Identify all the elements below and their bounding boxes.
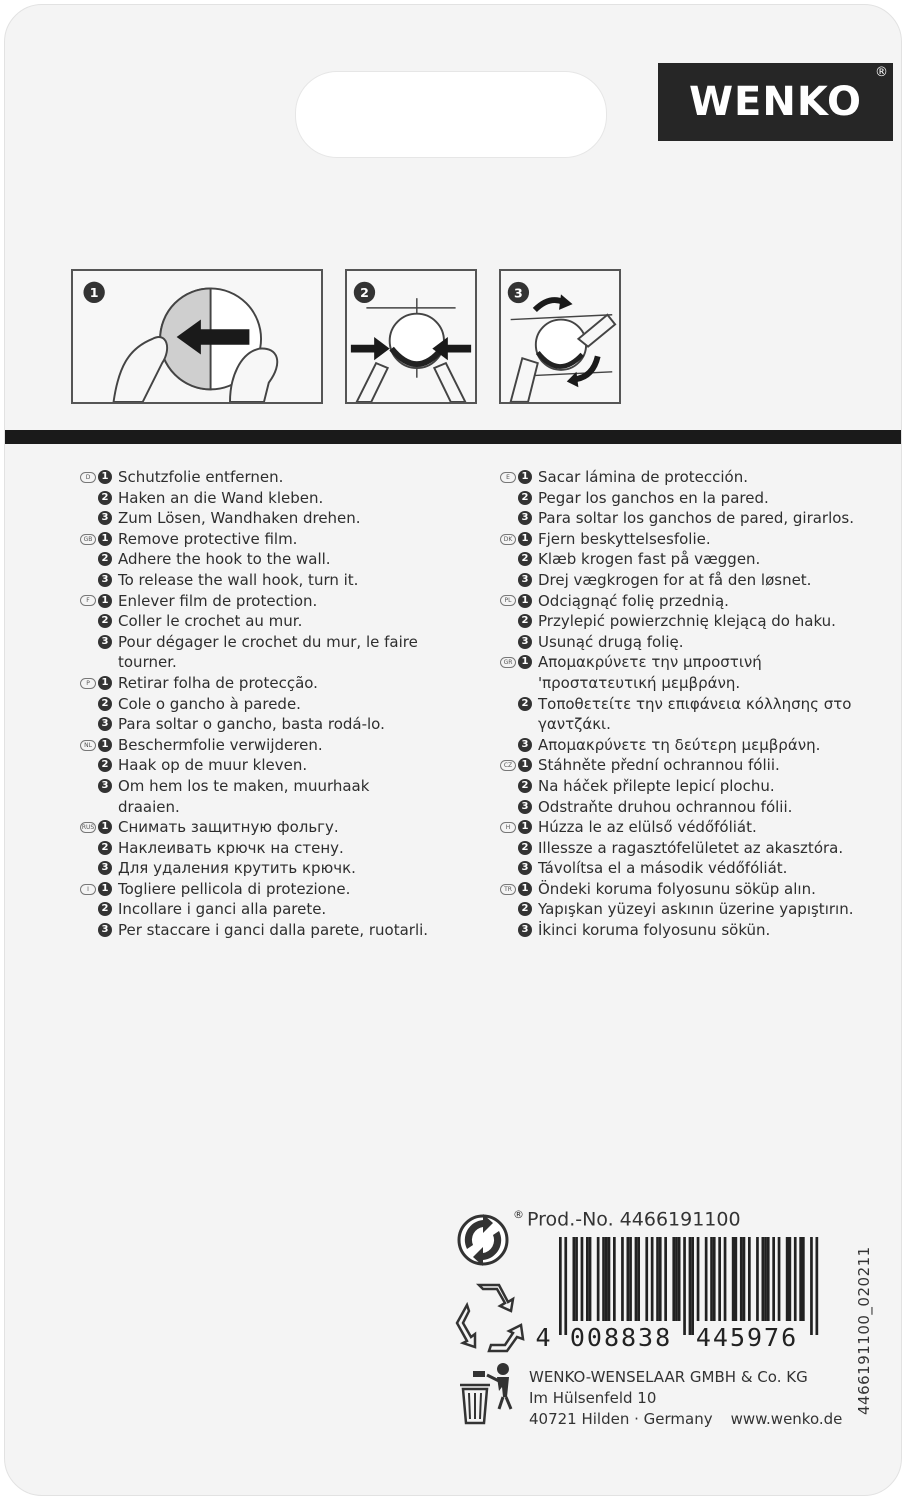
step-number-badge: 3 xyxy=(518,635,532,649)
step-number-badge: 3 xyxy=(518,923,532,937)
country-code-badge xyxy=(499,899,517,920)
company-web: www.wenko.de xyxy=(730,1410,843,1428)
step-3-illustration xyxy=(499,269,621,404)
barcode-bar xyxy=(697,1237,700,1321)
instruction-text: Illessze a ragasztófelületet az akasztóra. xyxy=(538,838,844,857)
barcode-bar xyxy=(713,1237,716,1321)
instruction-text: Öndeki koruma folyosunu söküp alın. xyxy=(538,879,816,898)
country-code-badge xyxy=(79,488,97,509)
country-code-badge xyxy=(79,776,97,797)
step-number-badge: 1 xyxy=(518,532,532,546)
instruction-text: Pegar los ganchos en la pared. xyxy=(538,488,769,507)
barcode-bar xyxy=(802,1237,805,1321)
country-code-badge xyxy=(79,632,97,653)
country-code: CZ xyxy=(500,760,516,771)
country-code: I xyxy=(80,884,96,895)
instruction-row xyxy=(79,673,428,694)
country-code-badge xyxy=(79,755,97,776)
instruction-text: Odstraňte druhou ochrannou fólii. xyxy=(538,797,793,816)
instruction-text: Retirar folha de protecção. xyxy=(118,673,318,692)
instruction-row xyxy=(79,899,428,920)
country-code-badge xyxy=(79,735,97,756)
divider-bar xyxy=(5,430,902,444)
barcode-bar xyxy=(683,1237,686,1335)
step-number-badge: 1 xyxy=(518,594,532,608)
step-number-badge: 2 xyxy=(518,697,532,711)
instruction-row xyxy=(499,611,854,632)
barcode-bar xyxy=(710,1237,713,1321)
instruction-text: Beschermfolie verwijderen. xyxy=(118,735,323,754)
instruction-text: Fjern beskyttelsesfolie. xyxy=(538,529,711,548)
country-code-badge xyxy=(499,920,517,941)
step-number-badge: 2 xyxy=(98,614,112,628)
country-code-badge xyxy=(499,467,517,488)
step-number-badge: 2 xyxy=(98,841,112,855)
step-3-drawing xyxy=(501,271,619,402)
country-code-badge xyxy=(499,735,517,756)
barcode-bar xyxy=(735,1237,738,1321)
instruction-row xyxy=(79,735,428,756)
country-code-badge xyxy=(79,714,97,735)
instruction-row xyxy=(79,488,428,509)
step-number-badge: 3 xyxy=(98,861,112,875)
instruction-row xyxy=(499,817,854,838)
barcode-bar xyxy=(816,1237,819,1335)
barcode-bar xyxy=(659,1237,662,1321)
step-number-badge: 3 xyxy=(98,635,112,649)
country-code: DK xyxy=(500,534,516,545)
barcode-bar xyxy=(589,1237,592,1321)
instruction-text: Para soltar o gancho, basta rodá-lo. xyxy=(118,715,385,734)
step-number-badge: 3 xyxy=(518,738,532,752)
barcode-bar xyxy=(718,1237,721,1321)
step-number-badge: 1 xyxy=(98,532,112,546)
step-number-badge: 1 xyxy=(518,655,532,669)
country-code-badge xyxy=(499,632,517,653)
instruction-row xyxy=(79,838,428,859)
instruction-row xyxy=(499,508,854,529)
barcode-bar xyxy=(605,1237,608,1321)
step-3-number: 3 xyxy=(514,285,523,301)
step-number-badge: 2 xyxy=(98,758,112,772)
country-code-badge xyxy=(79,591,97,612)
instruction-row xyxy=(79,467,428,488)
country-code-badge xyxy=(79,838,97,859)
country-code: P xyxy=(80,678,96,689)
barcode-bar xyxy=(613,1237,616,1321)
country-code-badge xyxy=(79,467,97,488)
step-number-badge: 2 xyxy=(518,902,532,916)
step-number-badge: 1 xyxy=(98,676,112,690)
company-name: WENKO-WENSELAAR GMBH & Co. KG xyxy=(529,1368,808,1386)
barcode-bar xyxy=(743,1237,746,1321)
barcode-bar xyxy=(586,1237,589,1321)
country-code: RUS xyxy=(81,823,95,831)
trash-bin-icon xyxy=(457,1361,519,1427)
step-1-drawing xyxy=(73,271,321,402)
barcode-bar xyxy=(799,1237,802,1321)
instruction-row xyxy=(499,467,854,488)
country-code-badge xyxy=(79,508,97,529)
instruction-text: Enlever film de protection. xyxy=(118,591,318,610)
country-code: F xyxy=(80,595,96,606)
instruction-text: Na háček přilepte lepicí plochu. xyxy=(538,776,775,795)
step-2-drawing xyxy=(347,271,475,402)
barcode-bar xyxy=(629,1237,632,1321)
barcode-bar xyxy=(778,1237,781,1321)
instruction-row xyxy=(499,652,854,673)
instruction-row xyxy=(79,694,428,715)
instruction-row xyxy=(499,879,854,900)
step-number-badge: 3 xyxy=(518,573,532,587)
instruction-text: Távolítsa el a második védőfóliát. xyxy=(538,859,788,878)
instruction-row xyxy=(499,529,854,550)
barcode-left-group: 008838 xyxy=(569,1323,673,1347)
barcode-bar xyxy=(786,1237,789,1321)
instruction-row xyxy=(499,838,854,859)
step-number-badge: 3 xyxy=(98,511,112,525)
instruction-row xyxy=(79,508,428,529)
instruction-row xyxy=(79,714,428,735)
country-code: NL xyxy=(80,740,96,751)
instruction-text: Απομακρύνετε την μπροστινή xyxy=(538,653,762,672)
barcode-bar xyxy=(651,1237,654,1321)
barcode-bar xyxy=(664,1237,667,1321)
step-number-badge: 3 xyxy=(98,779,112,793)
instruction-text: Haak op de muur kleven. xyxy=(118,756,308,775)
instruction-text: İkinci koruma folyosunu sökün. xyxy=(538,921,771,940)
step-number-badge: 3 xyxy=(98,923,112,937)
barcode-bar xyxy=(764,1237,767,1321)
country-code-badge xyxy=(79,570,97,591)
instruction-text: Снимать защитную фольгу. xyxy=(118,818,339,837)
country-code-badge xyxy=(499,591,517,612)
instruction-text: Τοποθετείτε την επιφάνεια κόλλησης στο xyxy=(538,694,852,713)
instruction-row xyxy=(499,797,854,818)
country-code: D xyxy=(80,472,96,483)
barcode-bar xyxy=(756,1237,759,1321)
brand-reg-mark: ® xyxy=(875,65,889,80)
step-number-badge: 2 xyxy=(98,697,112,711)
instruction-row xyxy=(499,858,854,879)
product-reg-mark: ® xyxy=(513,1208,524,1221)
instruction-row xyxy=(79,755,428,776)
instruction-text: Haken an die Wand kleben. xyxy=(118,488,324,507)
instruction-row xyxy=(499,920,854,941)
barcode-bar xyxy=(645,1237,648,1321)
instruction-row xyxy=(79,611,428,632)
instruction-text-continued: 'προστατευτική μεμβράνη. xyxy=(538,673,741,692)
step-1-illustration xyxy=(71,269,323,404)
barcode-bar xyxy=(705,1237,708,1321)
barcode-bar xyxy=(573,1237,576,1321)
prod-no-text: Prod.-No. 4466191100 xyxy=(527,1208,741,1231)
instruction-text: Coller le crochet au mur. xyxy=(118,612,303,631)
instructions-right-column xyxy=(499,467,854,941)
step-number-badge: 1 xyxy=(518,758,532,772)
barcode-bar xyxy=(732,1237,735,1321)
instruction-row xyxy=(499,899,854,920)
packaging-card xyxy=(4,4,902,1496)
instruction-text: Klæb krogen fast på væggen. xyxy=(538,550,761,569)
recycling-icon xyxy=(455,1281,525,1353)
step-number-badge: 2 xyxy=(98,552,112,566)
barcode-bar xyxy=(789,1237,792,1321)
instruction-text-continued: tourner. xyxy=(118,653,177,672)
step-number-badge: 1 xyxy=(518,470,532,484)
country-code-badge xyxy=(79,611,97,632)
instruction-text: Zum Lösen, Wandhaken drehen. xyxy=(118,509,361,528)
instruction-text: Sacar lámina de protección. xyxy=(538,468,748,486)
country-code-badge xyxy=(499,879,517,900)
step-number-badge: 1 xyxy=(98,738,112,752)
instruction-text: To release the wall hook, turn it. xyxy=(118,570,359,589)
step-number-badge: 3 xyxy=(518,861,532,875)
country-code-badge xyxy=(79,920,97,941)
step-number-badge: 1 xyxy=(98,820,112,834)
barcode-bar xyxy=(575,1237,578,1321)
country-code-badge xyxy=(79,694,97,715)
barcode-bar xyxy=(635,1237,638,1321)
barcode-bar xyxy=(810,1237,813,1335)
step-number-badge: 2 xyxy=(518,552,532,566)
barcode-bar xyxy=(672,1237,675,1321)
instruction-text: Usunąć drugą folię. xyxy=(538,632,684,651)
instruction-text: Cole o gancho à parede. xyxy=(118,694,301,713)
instruction-row xyxy=(79,776,428,797)
instruction-row xyxy=(79,879,428,900)
barcode-bar xyxy=(602,1237,605,1321)
instruction-row xyxy=(499,570,854,591)
country-code-badge xyxy=(79,529,97,550)
instruction-row xyxy=(79,570,428,591)
country-code-badge xyxy=(499,776,517,797)
barcode-bar xyxy=(581,1237,584,1321)
country-code-badge xyxy=(499,817,517,838)
step-number-badge: 2 xyxy=(98,491,112,505)
step-number-badge: 2 xyxy=(518,491,532,505)
step-number-badge: 3 xyxy=(98,717,112,731)
instruction-text: Наклеивать крючк на стену. xyxy=(118,838,344,857)
country-code: PL xyxy=(500,595,516,606)
company-street: Im Hülsenfeld 10 xyxy=(529,1389,657,1407)
instruction-row xyxy=(79,858,428,879)
country-code: E xyxy=(500,472,516,483)
country-code: GR xyxy=(500,657,516,668)
brand-logo xyxy=(658,63,893,141)
country-code-badge xyxy=(499,508,517,529)
step-number-badge: 3 xyxy=(98,573,112,587)
instruction-text: Przylepić powierzchnię klejącą do haku. xyxy=(538,612,836,631)
instruction-text: Adhere the hook to the wall. xyxy=(118,550,331,569)
instruction-row xyxy=(79,529,428,550)
country-code-badge xyxy=(499,570,517,591)
country-code-badge xyxy=(499,858,517,879)
country-code-badge xyxy=(79,858,97,879)
barcode-bar xyxy=(689,1237,692,1335)
step-number-badge: 2 xyxy=(98,902,112,916)
step-2-number: 2 xyxy=(360,285,369,301)
country-code: GB xyxy=(80,534,96,545)
barcode-right-group: 445976 xyxy=(695,1323,799,1347)
step-2-illustration xyxy=(345,269,477,404)
instruction-row xyxy=(79,549,428,570)
barcode-bar xyxy=(656,1237,659,1321)
barcode-first-digit: 4 xyxy=(535,1323,551,1347)
instruction-text: Odciągnąć folię przednią. xyxy=(538,591,729,610)
barcode-bar xyxy=(621,1237,624,1321)
country-code-badge xyxy=(79,817,97,838)
barcode-bar xyxy=(637,1237,640,1321)
barcode-bar xyxy=(678,1237,681,1321)
barcode-bar xyxy=(767,1237,770,1321)
step-number-badge: 1 xyxy=(98,470,112,484)
country-code-badge xyxy=(499,611,517,632)
ean-barcode xyxy=(525,1235,825,1347)
step-number-badge: 2 xyxy=(518,614,532,628)
hang-hole xyxy=(295,71,607,158)
green-dot-icon xyxy=(457,1211,509,1269)
instruction-row xyxy=(499,632,854,653)
barcode-bar xyxy=(564,1237,567,1335)
country-code-badge xyxy=(499,488,517,509)
brand-name: WENKO xyxy=(688,79,863,125)
barcode-bar xyxy=(627,1237,630,1321)
instruction-row xyxy=(79,591,428,612)
country-code-badge xyxy=(79,879,97,900)
step-number-badge: 3 xyxy=(518,511,532,525)
company-city-line xyxy=(529,1409,842,1430)
product-number xyxy=(513,1208,741,1230)
country-code-badge xyxy=(79,899,97,920)
instruction-row xyxy=(499,488,854,509)
barcode-bar xyxy=(772,1237,775,1321)
step-number-badge: 3 xyxy=(518,800,532,814)
vertical-code: 4466191100_020211 xyxy=(855,1246,873,1415)
country-code: TR xyxy=(500,884,516,895)
barcode-bar xyxy=(740,1237,743,1321)
instruction-text: Drej vægkrogen for at få den løsnet. xyxy=(538,570,812,589)
country-code-badge xyxy=(499,694,517,715)
instruction-text: Per staccare i ganci dalla parete, ruotarli. xyxy=(118,921,429,940)
country-code-badge xyxy=(499,652,517,673)
barcode-bar xyxy=(794,1237,797,1321)
instruction-text: Для удаления крутить крючк. xyxy=(118,859,356,878)
barcode-bar xyxy=(748,1237,751,1321)
step-number-badge: 1 xyxy=(518,882,532,896)
country-code: H xyxy=(500,822,516,833)
instructions-left-column xyxy=(79,467,428,941)
barcode-bar xyxy=(724,1237,727,1321)
company-address xyxy=(529,1367,842,1430)
barcode-bar xyxy=(691,1237,694,1335)
instruction-text: Incollare i ganci alla parete. xyxy=(118,900,327,919)
instruction-text: Remove protective film. xyxy=(118,529,298,548)
instruction-text-continued: γαντζάκι. xyxy=(538,715,611,734)
company-city: 40721 Hilden · Germany xyxy=(529,1410,713,1428)
instruction-row xyxy=(499,735,854,756)
step-number-badge: 2 xyxy=(518,779,532,793)
instruction-text: Pour dégager le crochet du mur, le faire xyxy=(118,632,418,651)
instruction-text: Schutzfolie entfernen. xyxy=(118,468,284,486)
instruction-row xyxy=(499,591,854,612)
instruction-row xyxy=(499,755,854,776)
instruction-text: Yapışkan yüzeyi askının üzerine yapıştırın. xyxy=(538,900,854,919)
instruction-text: Om hem los te maken, muurhaak xyxy=(118,776,370,795)
barcode-bar xyxy=(675,1237,678,1321)
instruction-row xyxy=(499,549,854,570)
barcode-bars xyxy=(559,1237,818,1335)
barcode-bar xyxy=(608,1237,611,1321)
country-code-badge xyxy=(79,673,97,694)
country-code-badge xyxy=(499,529,517,550)
instruction-row xyxy=(79,632,428,653)
instruction-text: Húzza le az elülső védőfóliát. xyxy=(538,818,757,837)
country-code-badge xyxy=(499,797,517,818)
step-number-badge: 1 xyxy=(98,594,112,608)
instruction-text: Stáhněte přední ochrannou fólii. xyxy=(538,756,780,775)
country-code-badge xyxy=(499,838,517,859)
instruction-text: Para soltar los ganchos de pared, girarlos. xyxy=(538,509,855,528)
country-code-badge xyxy=(499,549,517,570)
step-number-badge: 1 xyxy=(98,882,112,896)
country-code-badge xyxy=(499,755,517,776)
step-number-badge: 2 xyxy=(518,841,532,855)
instruction-text-continued: draaien. xyxy=(118,797,180,816)
step-number-badge: 1 xyxy=(518,820,532,834)
instruction-text: Togliere pellicola di protezione. xyxy=(118,879,351,898)
step-1-number: 1 xyxy=(89,285,99,301)
barcode-bar xyxy=(597,1237,600,1321)
instruction-row xyxy=(79,920,428,941)
instruction-row xyxy=(499,776,854,797)
instruction-row xyxy=(79,817,428,838)
barcode-bar xyxy=(762,1237,765,1321)
barcode-bar xyxy=(559,1237,562,1335)
country-code-badge xyxy=(79,549,97,570)
instruction-row xyxy=(499,694,854,715)
instruction-text: Απομακρύνετε τη δεύτερη μεμβράνη. xyxy=(538,735,821,754)
